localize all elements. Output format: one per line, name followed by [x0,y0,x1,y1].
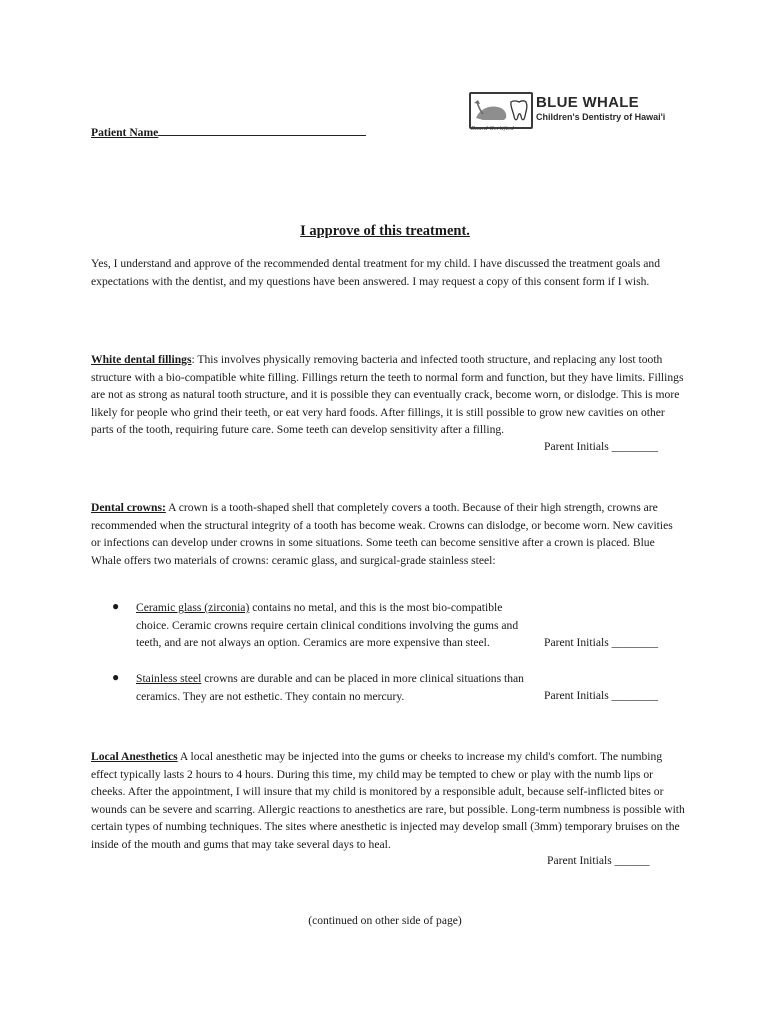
patient-name-label: Patient Name [91,126,159,139]
patient-name-field[interactable] [91,124,366,139]
ceramic-parent-initials[interactable]: Parent Initials ________ [544,636,658,649]
steel-parent-initials[interactable]: Parent Initials ________ [544,689,658,702]
steel-text: crowns are durable and can be placed in more clinical situations than ceramics. They are not esthetic. They contain no mercury. [136,672,524,703]
intro-paragraph: Yes, I understand and approve of the recommended dental treatment for my child. I have discussed the treatment goals and expectations with the dentist, and my questions have been answered. I may request a copy of this consent form if I wish. [91,257,660,288]
anesthetics-section [91,748,685,853]
fillings-body: This involves physically removing bacteria and infected tooth structure, and replacing any lost tooth structure with a bio-compatible white filling. Fillings return the teeth to normal form and function, but they have limits. Fillings are not as strong as natural tooth structure, and it is possible they can eventually crack, become worn, or dislodge. This is more likely for people who grind their teeth, or eat very hard foods. After fillings, it is still possible to grow new cavities on other parts of the tooth, requiring future care. Some teeth can develop sensitivity after a filling. [91,353,684,436]
crowns-section [91,499,685,569]
list-item [136,599,536,652]
bullet-dot-icon: ● [112,670,120,684]
continued-note: (continued on other side of page) [308,914,462,927]
page-title: I approve of this treatment. [300,223,470,239]
fillings-parent-initials[interactable]: Parent Initials ________ [544,440,658,453]
fillings-section [91,351,685,439]
certified-signature: Board Certified [471,126,515,132]
anesthetics-parent-initials[interactable]: Parent Initials ______ [547,854,650,867]
crowns-body: A crown is a tooth-shaped shell that completely covers a tooth. Because of their high strength, crowns are recommended when the structural integrity of a tooth has become weak. Crowns can dislodge, or become worn. New cavities or infections can develop under crowns in some situations. Some teeth can become sensitive after a crown is placed. Blue Whale offers two materials of crowns: ceramic glass, and surgical-grade stainless steel: [91,501,673,567]
ceramic-text: contains no metal, and this is the most bio-compatible choice. Ceramic crowns require certain clinical conditions involving the gums and teeth, and are not always an option. Ceramics are more expensive than steel. [136,601,519,649]
bullet-dot-icon: ● [112,599,120,613]
fillings-colon: : [191,353,195,366]
patient-name-line[interactable] [158,124,366,136]
crowns-heading: Dental crowns: [91,501,166,514]
practice-name: BLUE WHALE [536,94,639,111]
ceramic-label: Ceramic glass (zirconia) [136,601,250,614]
list-item [136,670,536,705]
anesthetics-body: A local anesthetic may be injected into the gums or cheeks to increase my child's comfort. The numbing effect typically lasts 2 hours to 4 hours. During this time, my child may be tempted to chew or play with the numb lips or cheeks. After the appointment, I will insure that my child is monitored by a responsible adult, because self-inflicted bites or wounds can be severe and scarring. Allergic reactions to anesthetics are rare, but possible. Long-term numbness is possible with certain types of numbing techniques. The sites where anesthetic is injected may develop small (3mm) temporary bruises on the inside of the mouth and gums that may take several days to heal. [91,750,685,851]
practice-logo [469,92,689,134]
whale-tooth-logo-icon [469,92,533,129]
anesthetics-heading: Local Anesthetics [91,750,178,763]
fillings-heading: White dental fillings [91,353,192,366]
steel-label: Stainless steel [136,672,202,685]
practice-subtitle: Children's Dentistry of Hawai'i [536,112,666,122]
